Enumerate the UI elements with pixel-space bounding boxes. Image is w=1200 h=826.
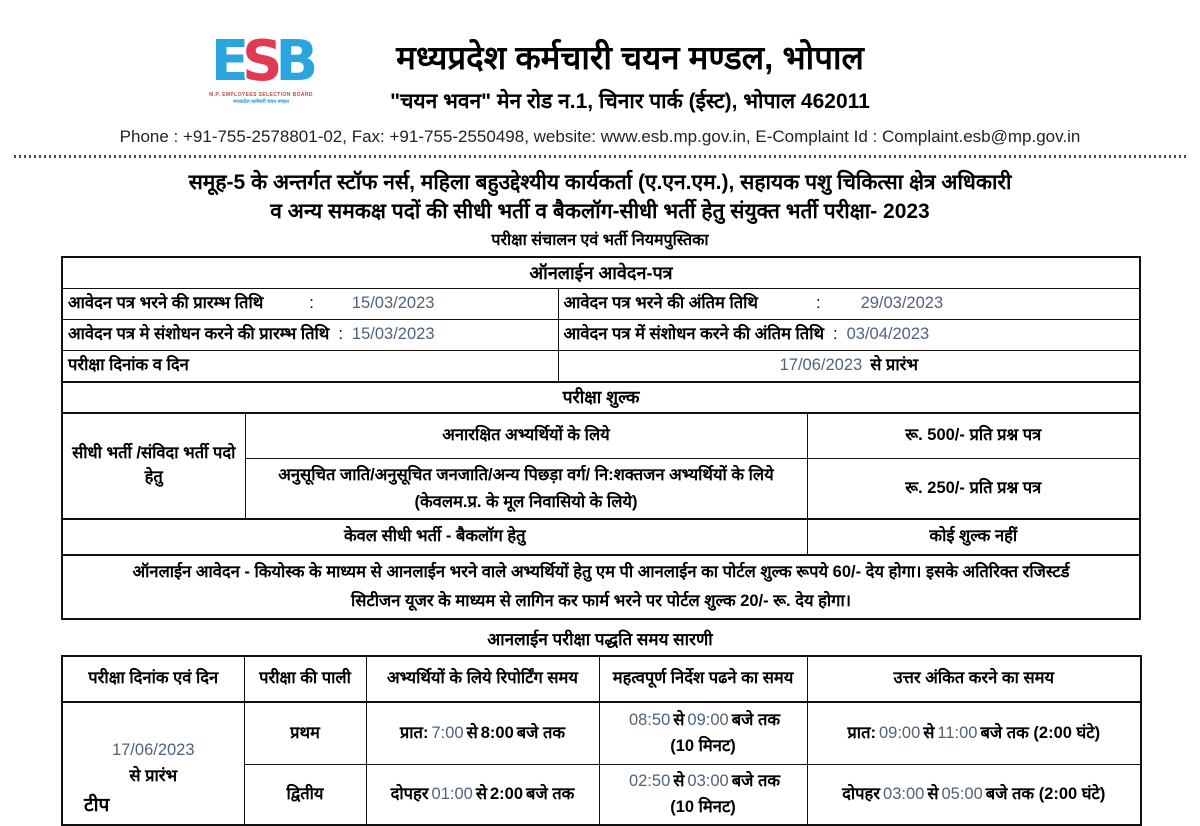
col-exam-date: परीक्षा दिनांक एवं दिन <box>62 656 244 702</box>
exam-fee-header: परीक्षा शुल्क <box>62 382 1140 413</box>
table-row <box>62 257 1140 289</box>
backlog-label: केवल सीधी भर्ती - बैकलॉग हेतु <box>62 519 807 555</box>
schedule-date-suffix: से प्रारंभ <box>129 767 178 786</box>
table-row <box>62 382 1140 413</box>
logo-caption-hindi: मध्यप्रदेश कर्मचारी चयन मण्डल <box>233 99 289 105</box>
answering-2-time1: 03:00 <box>883 784 925 803</box>
logo-letter-e: E <box>210 29 243 94</box>
answering-2-mid: से <box>927 784 939 803</box>
col-reporting-time: अभ्यर्थियों के लिये रिपोर्टिंग समय <box>366 656 599 702</box>
modify-start-date-cell <box>62 320 558 351</box>
fee-group-label: सीधी भर्ती /संविदा भर्ती पदो हेतु <box>62 413 245 519</box>
notice-title-line1: समूह-5 के अन्तर्गत स्टॉफ नर्स, महिला बहुउद्देश्यीय कार्यकर्ता (ए.एन.एम.), सहायक पशु चिकित्सा क्षेत्र अधिकारी <box>188 171 1012 194</box>
exam-date-label: परीक्षा दिनांक व दिन <box>62 351 558 382</box>
application-fee-table <box>61 256 1141 620</box>
reporting-1-mid: से <box>466 723 478 742</box>
modify-end-date-value: 03/04/2023 <box>846 325 930 344</box>
modify-start-date-value: 15/03/2023 <box>351 325 435 344</box>
answering-1-time1: 09:00 <box>878 723 921 742</box>
exam-date-value: 17/06/2023 <box>779 355 863 374</box>
answering-2-time2: 05:00 <box>941 784 983 803</box>
exam-date-suffix: से प्रारंभ <box>870 355 918 374</box>
instructions-2-duration: (10 मिनट) <box>670 798 736 817</box>
shift-2: द्वितीय <box>244 765 366 825</box>
instructions-1-mid: से <box>673 711 685 730</box>
org-name: मध्यप्रदेश कर्मचारी चयन मण्डल, भोपाल <box>396 39 864 76</box>
colon: : <box>309 294 314 313</box>
apply-end-date-label: आवेदन पत्र भरने की अंतिम तिथि <box>563 294 758 313</box>
dotted-separator <box>14 155 1186 158</box>
instructions-2-suffix: बजे तक <box>731 772 781 791</box>
instructions-1-time1: 08:50 <box>628 711 671 730</box>
colon: : <box>338 325 343 344</box>
exam-date-cell <box>558 351 1140 382</box>
esb-logo <box>200 29 322 105</box>
answering-1-prefix: प्रात: <box>847 723 876 742</box>
answering-2-suffix: बजे तक <box>985 784 1035 803</box>
table-row <box>62 519 1140 555</box>
logo-caption-english: M.P. EMPLOYEES SELECTION BOARD <box>209 92 313 98</box>
shift-1: प्रथम <box>244 702 366 765</box>
reporting-2-prefix: दोपहर <box>390 784 429 803</box>
answering-1-time2: 11:00 <box>937 723 978 742</box>
logo-letter-s: S <box>242 29 276 94</box>
portal-fee-note <box>62 555 1140 619</box>
instructions-2-mid: से <box>673 772 685 791</box>
instructions-1-suffix: बजे तक <box>731 711 781 730</box>
portal-fee-note-line1: ऑनलाईन आवेदन - कियोस्क के माध्यम से आनलाईन भरने वाले अभ्यर्थियों हेतु एम पी आनलाईन का पोर्टल शुल्क रूपये 60/- देय होगा। इसके अतिरिक्त रजिस्टर्ड <box>132 562 1070 581</box>
instructions-1 <box>599 702 807 765</box>
notice-title-line2: व अन्य समकक्ष पदों की सीधी भर्ती व बैकलॉग-सीधी भर्ती हेतु संयुक्त भर्ती परीक्षा- 2023 <box>270 200 930 223</box>
modify-end-date-label: आवेदन पत्र में संशोधन करने की अंतिम तिथि <box>563 325 825 344</box>
table-row <box>62 413 1140 459</box>
reporting-1-time1: 7:00 <box>431 723 464 742</box>
instructions-2 <box>599 765 807 825</box>
reporting-1 <box>366 702 599 765</box>
fee-category-reserved: अनुसूचित जाति/अनुसूचित जनजाति/अन्य पिछड़ा वर्ग/ नि:शक्तजन अभ्यर्थियों के लिये (केवलम.प्र. के मूल निवासियो के लिये) <box>245 459 807 519</box>
colon: : <box>815 294 821 313</box>
apply-start-date-label: आवेदन पत्र भरने की प्रारम्भ तिथि <box>68 294 264 313</box>
apply-end-date-cell <box>558 289 1140 320</box>
reporting-1-prefix: प्रात: <box>399 723 429 742</box>
reporting-2-time1: 01:00 <box>431 784 473 803</box>
notice-title <box>0 168 1200 250</box>
col-shift: परीक्षा की पाली <box>244 656 366 702</box>
apply-end-date-value: 29/03/2023 <box>860 294 944 313</box>
answering-1 <box>807 702 1141 765</box>
reporting-2-time2: 2:00 <box>490 784 524 803</box>
reporting-2-suffix: बजे तक <box>526 784 575 803</box>
answering-1-mid: से <box>923 723 935 742</box>
answering-2-prefix: दोपहर <box>842 784 881 803</box>
reporting-2-mid: से <box>475 784 487 803</box>
clipped-footer-text: टीप <box>84 795 110 816</box>
letterhead <box>0 0 1200 147</box>
answering-1-duration: (2:00 घंटे) <box>1033 723 1101 742</box>
table-row <box>62 351 1140 382</box>
org-address: "चयन भवन" मेन रोड न.1, चिनार पार्क (ईस्ट), भोपाल 462011 <box>390 90 870 113</box>
table-row <box>62 320 1140 351</box>
fee-amount-250: रू. 250/- प्रति प्रश्न पत्र <box>807 459 1140 519</box>
instructions-1-duration: (10 मिनट) <box>670 737 736 756</box>
instructions-2-time1: 02:50 <box>628 772 671 791</box>
schedule-section-title: आनलाईन परीक्षा पद्धति समय सारणी <box>487 629 713 649</box>
fee-category-unreserved: अनारक्षित अभ्यर्थियों के लिये <box>245 413 807 459</box>
fee-amount-500: रू. 500/- प्रति प्रश्न पत्र <box>807 413 1140 459</box>
instructions-1-time2: 09:00 <box>687 711 729 730</box>
reporting-2 <box>366 765 599 825</box>
portal-fee-note-line2: सिटीजन यूजर के माध्यम से लागिन कर फार्म भरने पर पोर्टल शुल्क 20/- रू. देय होगा। <box>351 591 851 610</box>
esb-logo-letters <box>200 29 322 94</box>
backlog-value: कोई शुल्क नहीं <box>807 519 1140 555</box>
answering-2 <box>807 765 1141 825</box>
logo-letter-b: B <box>275 29 312 94</box>
reporting-1-time2: 8:00 <box>480 723 514 742</box>
apply-start-date-value: 15/03/2023 <box>351 294 435 313</box>
instructions-2-time2: 03:00 <box>687 772 729 791</box>
exam-schedule-table <box>61 655 1142 826</box>
apply-start-date-cell <box>62 289 558 320</box>
modify-end-date-cell <box>558 320 1140 351</box>
col-answering-time: उत्तर अंकित करने का समय <box>807 656 1141 702</box>
schedule-header-row <box>62 656 1141 702</box>
col-instructions-time: महत्वपूर्ण निर्देश पढने का समय <box>599 656 807 702</box>
answering-2-duration: (2:00 घंटे) <box>1038 784 1106 803</box>
online-application-header: ऑनलाईन आवेदन-पत्र <box>62 257 1140 289</box>
table-row <box>62 289 1140 320</box>
modify-start-date-label: आवेदन पत्र मे संशोधन करने की प्रारम्भ तिथि <box>68 325 330 344</box>
colon: : <box>833 325 838 344</box>
answering-1-suffix: बजे तक <box>980 723 1029 742</box>
table-row <box>62 555 1140 619</box>
schedule-row-first-shift <box>62 702 1141 765</box>
notice-subtitle: परीक्षा संचालन एवं भर्ती नियमपुस्तिका <box>491 232 709 249</box>
org-contact-line: Phone : +91-755-2578801-02, Fax: +91-755-2550498, website: www.esb.mp.gov.in, E-Complaint Id : Complaint.esb@mp.gov.in <box>119 127 1081 146</box>
reporting-1-suffix: बजे तक <box>516 723 566 742</box>
schedule-date-value: 17/06/2023 <box>111 740 195 759</box>
